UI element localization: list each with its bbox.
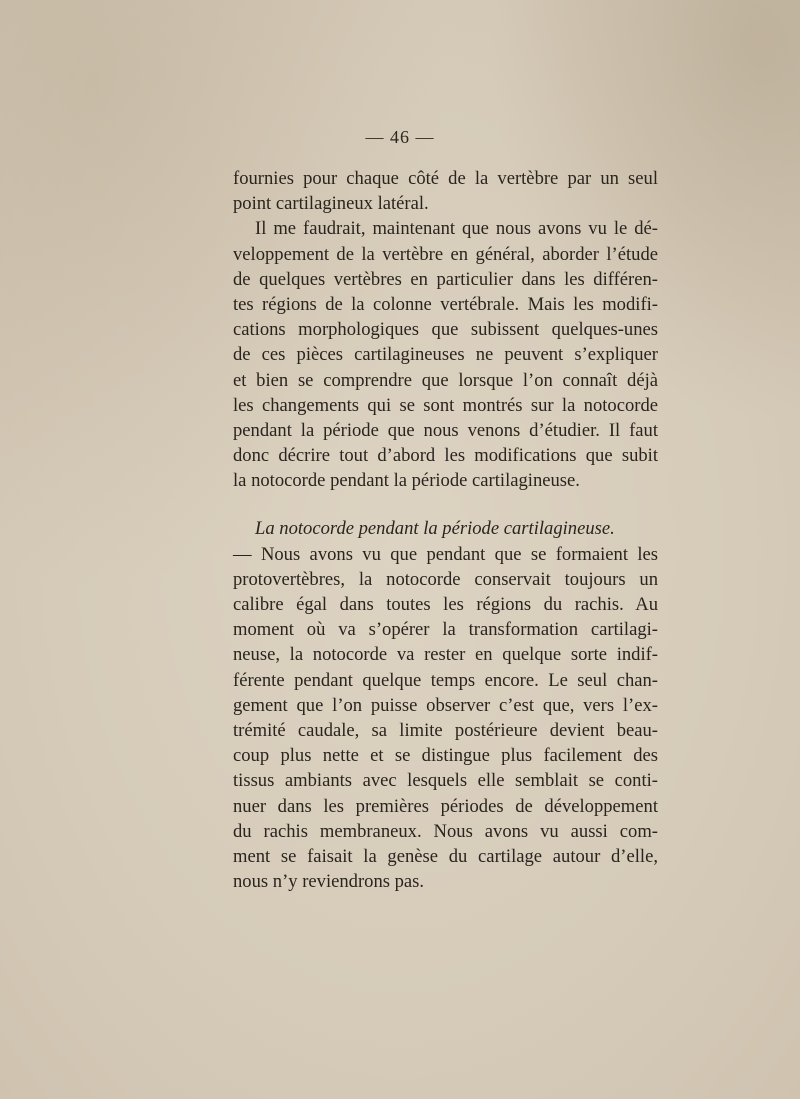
text-line: donc décrire tout d’abord les modifications que subit: [233, 445, 658, 467]
text-line: protovertèbres, la notocorde conservait toujours un: [233, 568, 658, 590]
text-line: Il me faudrait, maintenant que nous avons vu le dé-: [255, 218, 658, 240]
text-line: tes régions de la colonne vertébrale. Mais les modifi-: [233, 293, 658, 315]
text-line: pendant la période que nous venons d’étudier. Il faut: [233, 419, 658, 441]
text-line: la notocorde pendant la période cartilagineuse.: [233, 470, 580, 492]
text-line: férente pendant quelque temps encore. Le seul chan-: [233, 669, 658, 691]
text-line: fournies pour chaque côté de la vertèbre par un seul: [233, 168, 658, 189]
text-line: point cartilagineux latéral.: [233, 193, 429, 215]
text-line: trémité caudale, sa limite postérieure devient beau-: [233, 719, 658, 741]
text-line: moment où va s’opérer la transformation cartilagi-: [233, 619, 658, 641]
text-line: de ces pièces cartilagineuses ne peuvent s’expliquer: [233, 344, 658, 366]
text-line: veloppement de la vertèbre en général, aborder l’étude: [233, 243, 658, 265]
page-number: — 46 —: [365, 127, 435, 147]
text-line: nous n’y reviendrons pas.: [233, 871, 425, 893]
text-line: — Nous avons vu que pendant que se formaient les: [233, 543, 658, 565]
text-line: gement que l’on puisse observer c’est que, vers l’ex-: [233, 694, 658, 716]
body-text: [233, 166, 658, 894]
text-line: de quelques vertèbres en particulier dans les différen-: [233, 268, 658, 290]
text-line: ment se faisait la genèse du cartilage autour d’elle,: [233, 845, 658, 867]
text-line: calibre égal dans toutes les régions du rachis. Au: [233, 594, 658, 615]
text-line: neuse, la notocorde va rester en quelque sorte indif-: [233, 644, 658, 666]
text-line: les changements qui se sont montrés sur la notocorde: [233, 394, 658, 416]
text-line: nuer dans les premières périodes de développement: [233, 795, 658, 817]
text-line: et bien se comprendre que lorsque l’on connaît déjà: [233, 369, 658, 391]
text-line: tissus ambiants avec lesquels elle semblait se conti-: [233, 770, 658, 792]
section-heading: La notocorde pendant la période cartilagineuse.: [255, 518, 615, 540]
paragraph-gap: [233, 493, 658, 516]
text-line: du rachis membraneux. Nous avons vu aussi com-: [233, 820, 658, 842]
text-line: coup plus nette et se distingue plus facilement des: [233, 745, 658, 767]
text-line: cations morphologiques que subissent quelques-unes: [233, 319, 658, 341]
